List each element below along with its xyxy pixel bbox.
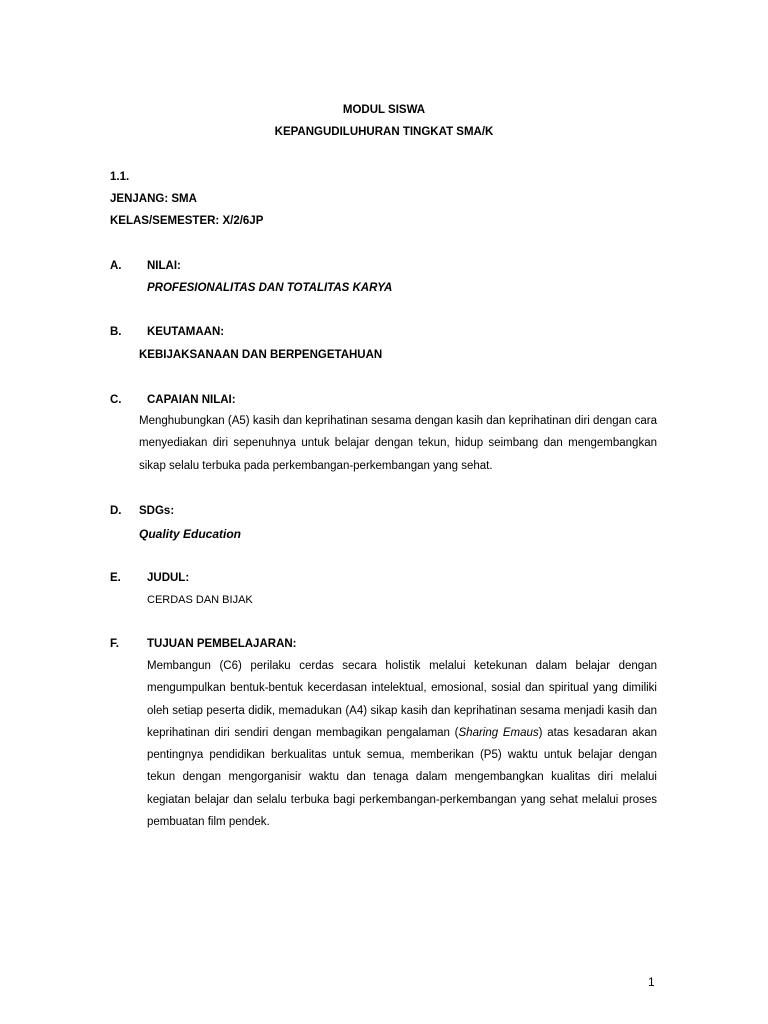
section-a-letter: A. — [110, 260, 122, 272]
section-f-content — [147, 655, 657, 833]
section-d-content: Quality Education — [139, 527, 242, 541]
section-a-content: PROFESIONALITAS DAN TOTALITAS KARYA — [147, 282, 393, 294]
section-e-heading: JUDUL: — [147, 572, 190, 584]
page-number: 1 — [648, 975, 655, 989]
section-c-letter: C. — [110, 394, 122, 406]
section-b-heading: KEUTAMAAN: — [147, 326, 225, 338]
section-b-content: KEBIJAKSANAAN DAN BERPENGETAHUAN — [139, 349, 383, 361]
section-f-text-after: ) atas kesadaran akan pentingnya pendidikan berkualitas untuk semua, memberikan (P5) waktu untuk belajar dengan tekun dengan mengorganisir waktu dan tenaga dalam mengembangkan kualitas diri melalui kegiatan belajar dan selalu terbuka bagi perkembangan-perkembangan yang sehat melalui proses pembuatan film pendek. — [147, 726, 658, 829]
document-subtitle: KEPANGUDILUHURAN TINGKAT SMA/K — [274, 126, 494, 138]
document-title: MODUL SISWA — [342, 104, 426, 116]
section-e-content: CERDAS DAN BIJAK — [147, 594, 253, 606]
section-f-text-before: Membangun (C6) perilaku cerdas secara holistik melalui ketekunan dalam belajar dengan mengumpulkan bentuk-bentuk kecerdasan intelektual, emosional, sosial dan spiritual yang dimiliki oleh setiap peserta didik, memadukan (A4) sikap kasih dan keprihatinan sesama menjadi kasih dan keprihatinan diri sendiri dengan membagikan pengalaman ( — [147, 660, 657, 739]
section-b-letter: B. — [110, 326, 122, 338]
section-f-heading: TUJUAN PEMBELAJARAN: — [147, 638, 297, 650]
kelas-semester-label: KELAS/SEMESTER: X/2/6JP — [110, 215, 264, 227]
section-d-letter: D. — [110, 505, 122, 517]
module-number: 1.1. — [110, 171, 130, 183]
section-d-heading: SDGs: — [139, 505, 175, 517]
section-f-text-italic: Sharing Emaus — [458, 726, 539, 739]
jenjang-label: JENJANG: SMA — [110, 193, 197, 205]
section-a-heading: NILAI: — [147, 260, 181, 272]
section-c-content: Menghubungkan (A5) kasih dan keprihatinan sesama dengan kasih dan keprihatinan diri dengan cara menyediakan diri sepenuhnya untuk belajar dengan tekun, hidup seimbang dan mengembangkan sikap selalu terbuka pada perkembangan-perkembangan yang sehat. — [139, 415, 657, 472]
section-e-letter: E. — [110, 572, 121, 584]
section-c-heading: CAPAIAN NILAI: — [147, 394, 236, 406]
section-f-letter: F. — [110, 638, 119, 650]
